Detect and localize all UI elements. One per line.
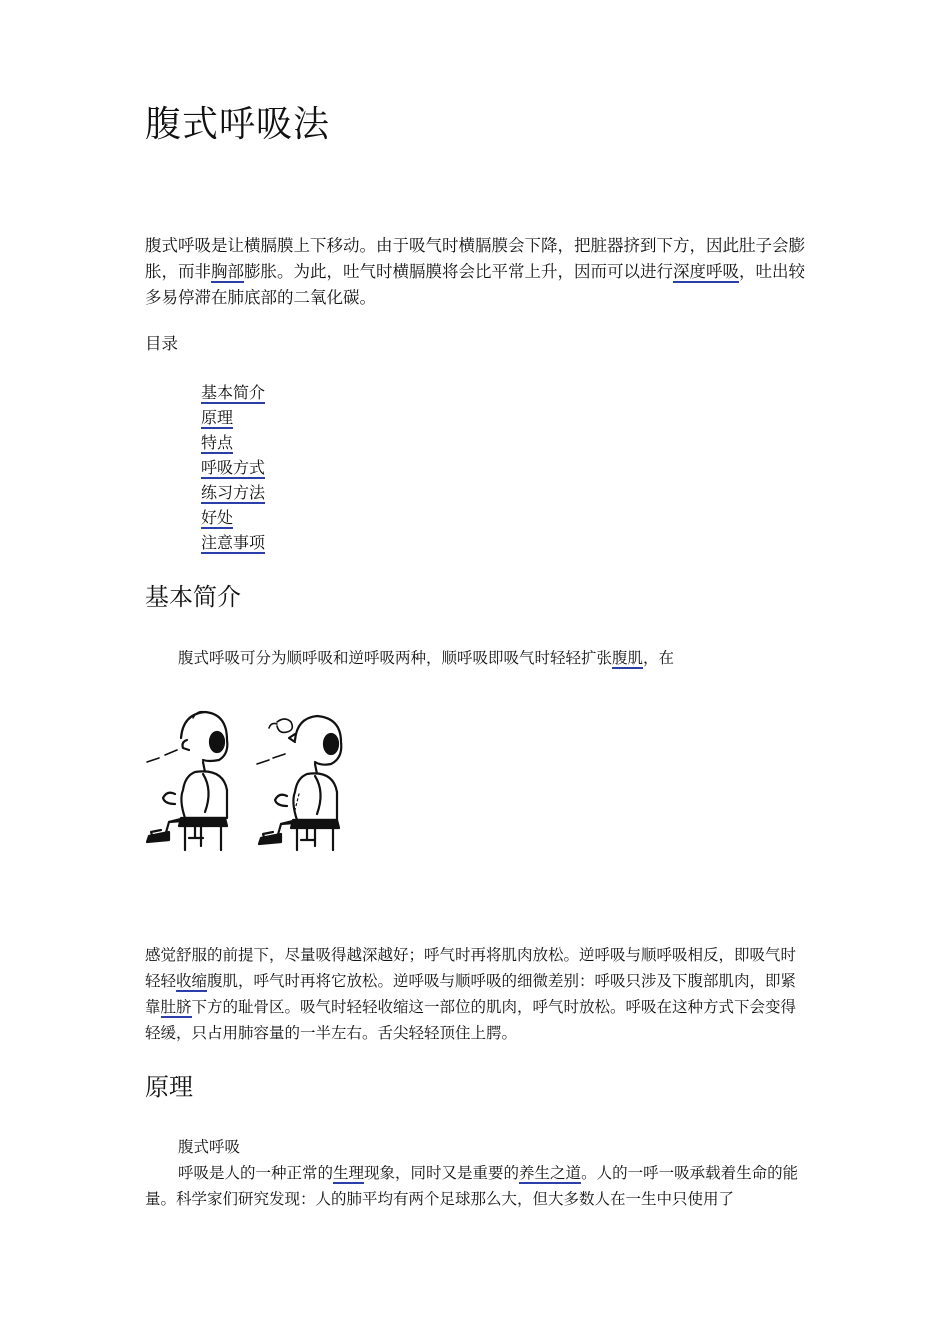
toc-item [201, 455, 265, 480]
toc-link-principle[interactable]: 原理 [201, 408, 234, 427]
section2-paragraph [145, 1160, 810, 1212]
paragraph-text: 腹肌，呼气时再将它放松。逆呼吸与顺呼吸的细微差别：呼吸只涉及下腹部肌肉，即紧靠 [145, 972, 797, 1016]
section-heading-basic-intro: 基本简介 [145, 583, 241, 611]
toc-item [201, 480, 265, 505]
link-deep-breathing[interactable]: 深度呼吸 [673, 262, 739, 281]
toc-link-basic-intro[interactable]: 基本简介 [201, 383, 266, 402]
exhaling-figure [257, 716, 341, 850]
intro-text: ，吐出较多易停滞在肺底部的二氧化碳。 [145, 262, 805, 307]
inhaling-figure [147, 712, 227, 850]
toc-title: 目录 [145, 334, 178, 353]
link-physiology[interactable]: 生理 [333, 1164, 365, 1182]
page-title: 腹式呼吸法 [145, 104, 331, 145]
section-heading-principle: 原理 [145, 1073, 193, 1101]
toc-item [201, 530, 265, 555]
link-health-preservation[interactable]: 养生之道 [519, 1164, 582, 1182]
paragraph-text: 腹式呼吸可分为顺呼吸和逆呼吸两种，顺呼吸即吸气时轻轻扩张 [178, 649, 613, 667]
section2-subtitle: 腹式呼吸 [178, 1138, 241, 1156]
toc-link-practice[interactable]: 练习方法 [201, 483, 266, 502]
toc-item [201, 505, 265, 530]
link-chest[interactable]: 胸部 [211, 262, 244, 281]
intro-paragraph [145, 233, 810, 311]
link-contract[interactable]: 收缩 [176, 972, 208, 990]
toc-item [201, 405, 265, 430]
section1-paragraph-2 [145, 942, 810, 1046]
paragraph-text: 现象，同时又是重要的 [364, 1164, 520, 1182]
toc-link-features[interactable]: 特点 [201, 433, 234, 452]
link-abdominal-muscle[interactable]: 腹肌 [612, 649, 644, 667]
toc-link-benefits[interactable]: 好处 [201, 508, 234, 527]
link-navel[interactable]: 肚脐 [160, 998, 192, 1016]
paragraph-text: 感觉舒服的前提下，尽量吸得越深越好；呼气时再将肌肉放松。逆呼吸与顺呼吸相反，即吸气时轻轻 [145, 946, 797, 990]
toc-link-precautions[interactable]: 注意事项 [201, 533, 266, 552]
paragraph-text: ，在 [643, 649, 675, 667]
paragraph-text: 呼吸是人的一种正常的 [178, 1164, 334, 1182]
toc-item [201, 430, 265, 455]
toc-link-breathing-methods[interactable]: 呼吸方式 [201, 458, 266, 477]
paragraph-text: 下方的耻骨区。吸气时轻轻收缩这一部位的肌肉，呼气时放松。呼吸在这种方式下会变得轻缓，只占用肺容量的一半左右。舌尖轻轻顶住上腭。 [145, 998, 797, 1042]
paragraph-text: 。人的一呼一吸承载着生命的能量。科学家们研究发现：人的肺平均有两个足球那么大，但大多数人在一生中只使用了 [145, 1164, 799, 1208]
table-of-contents [201, 380, 265, 555]
toc-item [201, 380, 265, 405]
section1-paragraph-1 [145, 645, 810, 671]
breathing-illustration [145, 700, 365, 860]
intro-text: 腹式呼吸是让横膈膜上下移动。由于吸气时横膈膜会下降，把脏器挤到下方，因此肚子会膨胀，而非 [145, 236, 805, 281]
intro-text: 膨胀。为此，吐气时横膈膜将会比平常上升，因而可以进行 [244, 262, 673, 281]
